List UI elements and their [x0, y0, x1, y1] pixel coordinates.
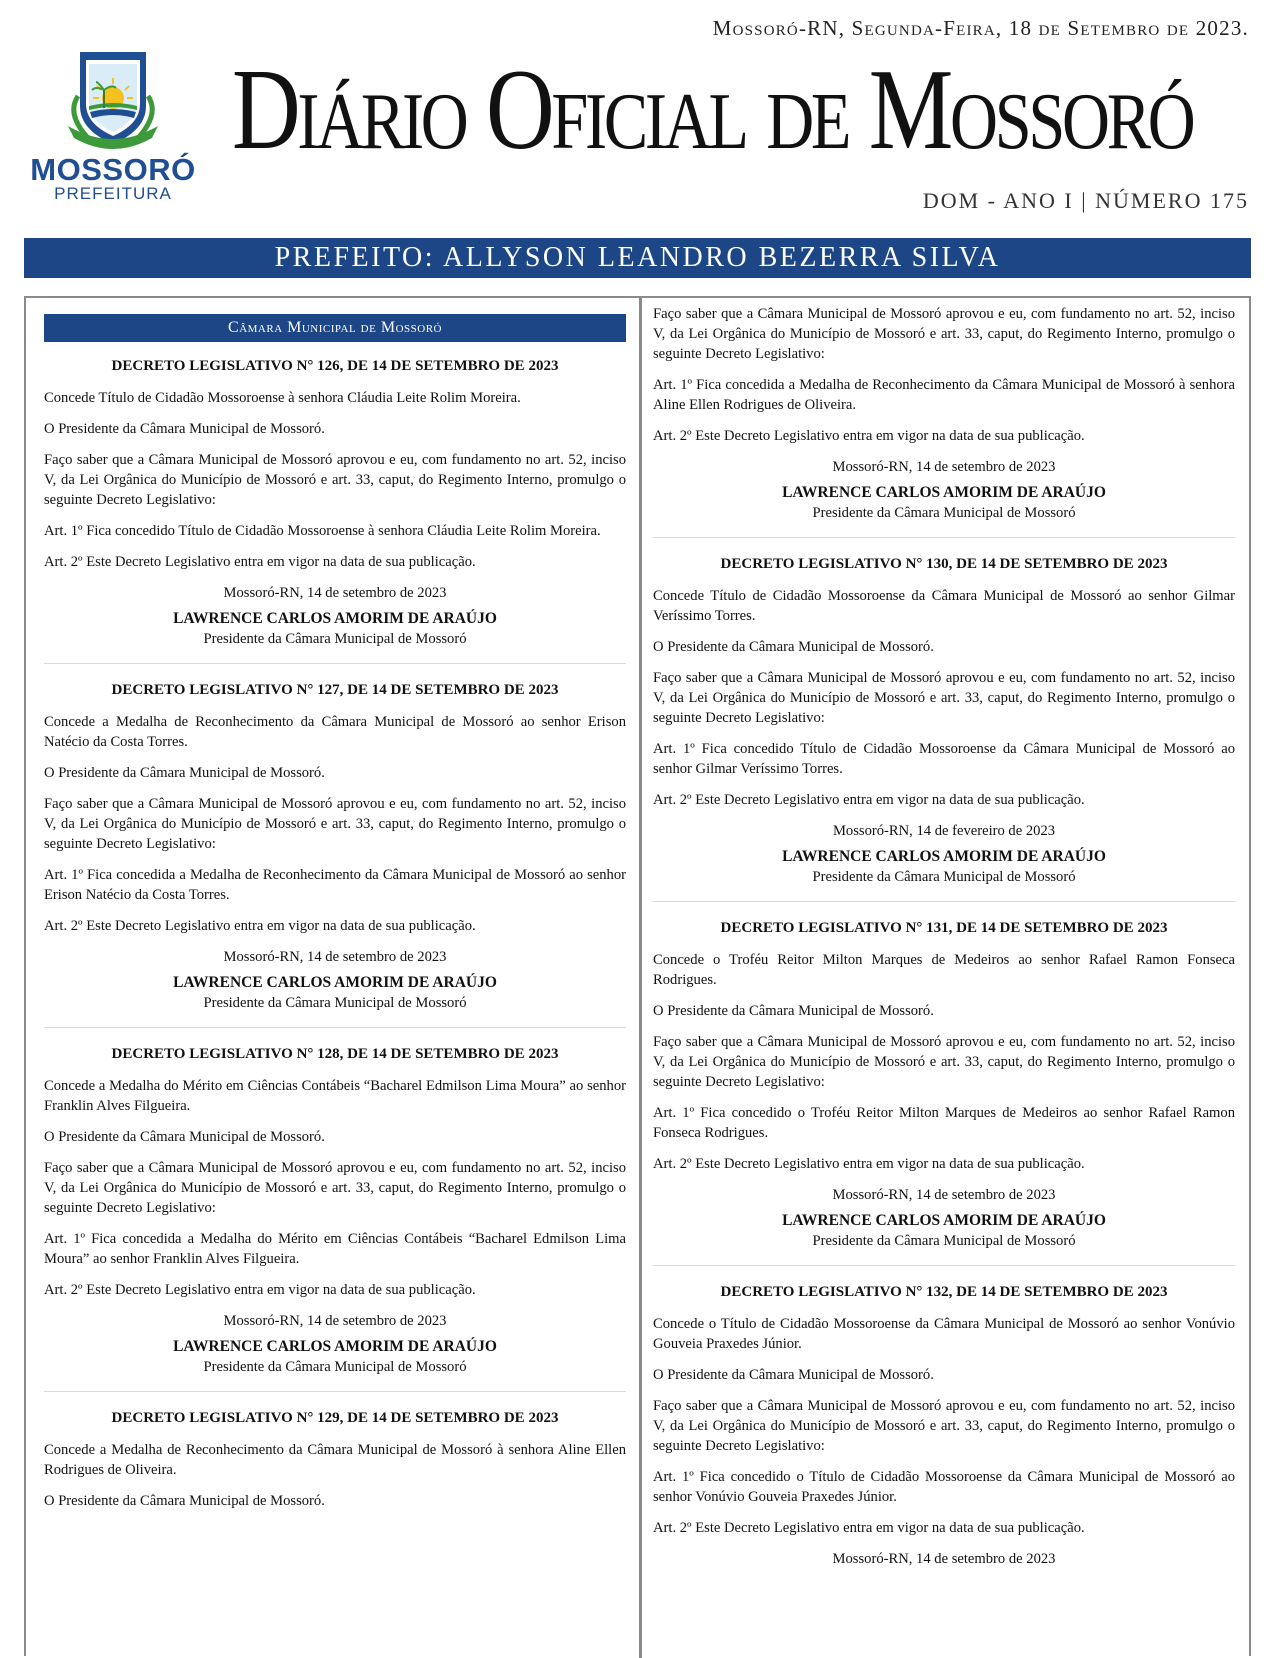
decree-role: Presidente da Câmara Municipal de Mossoró — [812, 869, 1076, 885]
decree-art1: Art. 1º Fica concedido Título de Cidadão Mossoroense da Câmara Municipal de Mossoró ao senhor Gilmar Veríssimo Torres. — [653, 741, 1235, 777]
decree-art1: Art. 1º Fica concedida a Medalha de Reconhecimento da Câmara Municipal de Mossoró ao senhor Erison Natécio da Costa Torres. — [44, 867, 626, 903]
decree-role: Presidente da Câmara Municipal de Mossoró — [203, 995, 467, 1011]
decree-role: Presidente da Câmara Municipal de Mossoró — [203, 631, 467, 647]
decree-ementa: Concede a Medalha de Reconhecimento da Câmara Municipal de Mossoró ao senhor Erison Natécio da Costa Torres. — [44, 714, 626, 750]
decree-city-date: Mossoró-RN, 14 de setembro de 2023 — [832, 459, 1056, 475]
decree-art2: Art. 2º Este Decreto Legislativo entra em vigor na data de sua publicação. — [653, 1156, 1085, 1172]
decree-126 — [44, 356, 626, 649]
decree-129-start — [44, 1408, 626, 1511]
decree-title: DECRETO LEGISLATIVO N° 130, DE 14 DE SETEMBRO DE 2023 — [720, 556, 1168, 572]
decree-ementa: Concede Título de Cidadão Mossoroense à senhora Cláudia Leite Rolim Moreira. — [44, 390, 521, 406]
decree-130 — [653, 554, 1235, 887]
decree-title: DECRETO LEGISLATIVO N° 131, DE 14 DE SETEMBRO DE 2023 — [720, 920, 1168, 936]
decree-preambulo: Faço saber que a Câmara Municipal de Mossoró aprovou e eu, com fundamento no art. 52, inciso V, da Lei Orgânica do Município de Mossoró e art. 33, caput, do Regimento Interno, promulgo o seguinte Decreto Legislativo: — [653, 670, 1235, 726]
page-header — [0, 0, 1275, 240]
decree-city-date: Mossoró-RN, 14 de setembro de 2023 — [832, 1551, 1056, 1567]
divider — [653, 1265, 1235, 1266]
left-column — [44, 314, 626, 1522]
decree-ementa: Concede a Medalha do Mérito em Ciências Contábeis “Bacharel Edmilson Lima Moura” ao senhor Franklin Alves Filgueira. — [44, 1078, 626, 1114]
divider — [44, 1027, 626, 1028]
decree-title: DECRETO LEGISLATIVO N° 128, DE 14 DE SETEMBRO DE 2023 — [111, 1046, 559, 1062]
decree-title: DECRETO LEGISLATIVO N° 126, DE 14 DE SETEMBRO DE 2023 — [111, 358, 559, 374]
column-divider — [639, 298, 642, 1658]
decree-preambulo: Faço saber que a Câmara Municipal de Mossoró aprovou e eu, com fundamento no art. 52, inciso V, da Lei Orgânica do Município de Mossoró e art. 33, caput, do Regimento Interno, promulgo o seguinte Decreto Legislativo: — [653, 1398, 1235, 1454]
decree-art1: Art. 1º Fica concedido Título de Cidadão Mossoroense à senhora Cláudia Leite Rolim Moreira. — [44, 523, 601, 539]
decree-signatory: LAWRENCE CARLOS AMORIM DE ARAÚJO — [782, 848, 1106, 865]
divider — [44, 663, 626, 664]
decree-signatory: LAWRENCE CARLOS AMORIM DE ARAÚJO — [782, 1212, 1106, 1229]
decree-presidente: O Presidente da Câmara Municipal de Mossoró. — [44, 421, 325, 437]
section-header: Câmara Municipal de Mossoró — [44, 314, 626, 342]
decree-132 — [653, 1282, 1235, 1569]
decree-art2: Art. 2º Este Decreto Legislativo entra em vigor na data de sua publicação. — [44, 554, 476, 570]
divider — [44, 1391, 626, 1392]
city-coat-of-arms-icon — [52, 48, 174, 152]
decree-preambulo: Faço saber que a Câmara Municipal de Mossoró aprovou e eu, com fundamento no art. 52, inciso V, da Lei Orgânica do Município de Mossoró e art. 33, caput, do Regimento Interno, promulgo o seguinte Decreto Legislativo: — [653, 306, 1235, 362]
decree-presidente: O Presidente da Câmara Municipal de Mossoró. — [44, 1493, 325, 1509]
decree-presidente: O Presidente da Câmara Municipal de Mossoró. — [653, 1367, 934, 1383]
decree-ementa: Concede o Troféu Reitor Milton Marques de Medeiros ao senhor Rafael Ramon Fonseca Rodrigues. — [653, 952, 1235, 988]
decree-art2: Art. 2º Este Decreto Legislativo entra em vigor na data de sua publicação. — [653, 792, 1085, 808]
content-frame — [24, 296, 1251, 1656]
decree-ementa: Concede Título de Cidadão Mossoroense da Câmara Municipal de Mossoró ao senhor Gilmar Veríssimo Torres. — [653, 588, 1235, 624]
decree-presidente: O Presidente da Câmara Municipal de Mossoró. — [44, 765, 325, 781]
decree-127 — [44, 680, 626, 1013]
prefeitura-logo — [24, 48, 204, 208]
decree-131 — [653, 918, 1235, 1251]
decree-art1: Art. 1º Fica concedida a Medalha do Mérito em Ciências Contábeis “Bacharel Edmilson Lima Moura” ao senhor Franklin Alves Filgueira. — [44, 1231, 626, 1267]
decree-city-date: Mossoró-RN, 14 de fevereiro de 2023 — [832, 823, 1056, 839]
decree-preambulo: Faço saber que a Câmara Municipal de Mossoró aprovou e eu, com fundamento no art. 52, inciso V, da Lei Orgânica do Município de Mossoró e art. 33, caput, do Regimento Interno, promulgo o seguinte Decreto Legislativo: — [44, 1160, 626, 1216]
decree-signatory: LAWRENCE CARLOS AMORIM DE ARAÚJO — [782, 484, 1106, 501]
decree-art2: Art. 2º Este Decreto Legislativo entra em vigor na data de sua publicação. — [44, 918, 476, 934]
decree-role: Presidente da Câmara Municipal de Mossoró — [812, 505, 1076, 521]
right-column — [653, 304, 1235, 1575]
decree-art1: Art. 1º Fica concedido o Título de Cidadão Mossoroense da Câmara Municipal de Mossoró ao senhor Vonúvio Gouveia Praxedes Júnior. — [653, 1469, 1235, 1505]
decree-ementa: Concede o Título de Cidadão Mossoroense da Câmara Municipal de Mossoró ao senhor Vonúvio Gouveia Praxedes Júnior. — [653, 1316, 1235, 1352]
logo-name: MOSSORÓ — [30, 152, 196, 187]
mayor-banner: PREFEITO: ALLYSON LEANDRO BEZERRA SILVA — [24, 238, 1251, 278]
decree-city-date: Mossoró-RN, 14 de setembro de 2023 — [223, 1313, 447, 1329]
decree-preambulo: Faço saber que a Câmara Municipal de Mossoró aprovou e eu, com fundamento no art. 52, inciso V, da Lei Orgânica do Município de Mossoró e art. 33, caput, do Regimento Interno, promulgo o seguinte Decreto Legislativo: — [44, 796, 626, 852]
decree-preambulo: Faço saber que a Câmara Municipal de Mossoró aprovou e eu, com fundamento no art. 52, inciso V, da Lei Orgânica do Município de Mossoró e art. 33, caput, do Regimento Interno, promulgo o seguinte Decreto Legislativo: — [44, 452, 626, 508]
decree-title: DECRETO LEGISLATIVO N° 129, DE 14 DE SETEMBRO DE 2023 — [111, 1410, 559, 1426]
decree-preambulo: Faço saber que a Câmara Municipal de Mossoró aprovou e eu, com fundamento no art. 52, inciso V, da Lei Orgânica do Município de Mossoró e art. 33, caput, do Regimento Interno, promulgo o seguinte Decreto Legislativo: — [653, 1034, 1235, 1090]
issue-number: DOM - ANO I | NÚMERO 175 — [922, 188, 1249, 213]
decree-signatory: LAWRENCE CARLOS AMORIM DE ARAÚJO — [173, 974, 497, 991]
divider — [653, 537, 1235, 538]
decree-title: DECRETO LEGISLATIVO N° 132, DE 14 DE SETEMBRO DE 2023 — [720, 1284, 1168, 1300]
decree-role: Presidente da Câmara Municipal de Mossoró — [812, 1233, 1076, 1249]
divider — [653, 901, 1235, 902]
decree-art2: Art. 2º Este Decreto Legislativo entra em vigor na data de sua publicação. — [653, 1520, 1085, 1536]
decree-city-date: Mossoró-RN, 14 de setembro de 2023 — [223, 949, 447, 965]
logo-subtitle: PREFEITURA — [54, 184, 172, 203]
decree-signatory: LAWRENCE CARLOS AMORIM DE ARAÚJO — [173, 1338, 497, 1355]
dateline: Mossoró-RN, Segunda-Feira, 18 de Setembro de 2023. — [712, 16, 1249, 40]
decree-129-continued — [653, 304, 1235, 523]
decree-art1: Art. 1º Fica concedida a Medalha de Reconhecimento da Câmara Municipal de Mossoró à senhora Aline Ellen Rodrigues de Oliveira. — [653, 377, 1235, 413]
decree-art2: Art. 2º Este Decreto Legislativo entra em vigor na data de sua publicação. — [653, 428, 1085, 444]
decree-presidente: O Presidente da Câmara Municipal de Mossoró. — [653, 1003, 934, 1019]
decree-signatory: LAWRENCE CARLOS AMORIM DE ARAÚJO — [173, 610, 497, 627]
decree-presidente: O Presidente da Câmara Municipal de Mossoró. — [653, 639, 934, 655]
decree-city-date: Mossoró-RN, 14 de setembro de 2023 — [832, 1187, 1056, 1203]
decree-128 — [44, 1044, 626, 1377]
decree-art2: Art. 2º Este Decreto Legislativo entra em vigor na data de sua publicação. — [44, 1282, 476, 1298]
decree-city-date: Mossoró-RN, 14 de setembro de 2023 — [223, 585, 447, 601]
masthead-title: Diário Oficial de Mossoró — [232, 46, 1193, 174]
decree-art1: Art. 1º Fica concedido o Troféu Reitor Milton Marques de Medeiros ao senhor Rafael Ramon Fonseca Rodrigues. — [653, 1105, 1235, 1141]
decree-title: DECRETO LEGISLATIVO N° 127, DE 14 DE SETEMBRO DE 2023 — [111, 682, 559, 698]
decree-ementa: Concede a Medalha de Reconhecimento da Câmara Municipal de Mossoró à senhora Aline Ellen Rodrigues de Oliveira. — [44, 1442, 626, 1478]
decree-role: Presidente da Câmara Municipal de Mossoró — [203, 1359, 467, 1375]
decree-presidente: O Presidente da Câmara Municipal de Mossoró. — [44, 1129, 325, 1145]
